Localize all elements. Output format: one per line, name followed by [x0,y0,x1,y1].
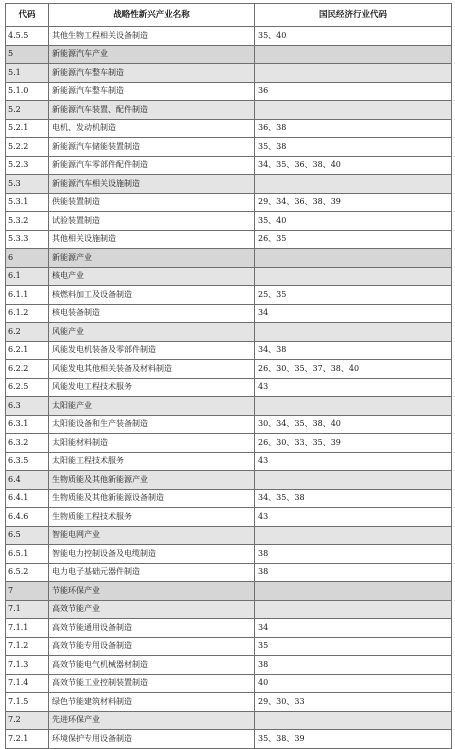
table-row [6,434,452,453]
row-name-cell: 太阳能设备和生产装备制造 [49,415,255,434]
table-row [6,489,452,508]
table-row [6,323,452,342]
row-name-cell: 其他相关设施制造 [49,230,255,249]
row-industry-code-cell: 38 [255,656,452,675]
row-code-cell: 5.3 [6,175,49,194]
row-industry-code-cell: 35、38 [255,138,452,157]
row-industry-code-cell [255,101,452,120]
row-name-cell: 智能电力控制设备及电缆制造 [49,545,255,564]
row-industry-code-cell: 43 [255,378,452,397]
row-industry-code-cell [255,45,452,64]
row-name-cell: 环境保护专用设备制造 [49,730,255,749]
row-name-cell: 绿色节能建筑材料制造 [49,693,255,712]
row-name-cell: 新能源汽车储能装置制造 [49,138,255,157]
table-row [6,64,452,83]
row-code-cell: 6.5 [6,526,49,545]
row-industry-code-cell: 29、34、36、38、39 [255,193,452,212]
row-code-cell: 7.2 [6,711,49,730]
row-name-cell: 新能源汽车零部件配件制造 [49,156,255,175]
row-code-cell: 5.2.3 [6,156,49,175]
row-code-cell: 6.4.6 [6,508,49,527]
table-row [6,193,452,212]
table-row [6,156,452,175]
row-industry-code-cell [255,711,452,730]
row-name-cell: 试验装置制造 [49,212,255,231]
row-industry-code-cell [255,175,452,194]
row-code-cell: 7 [6,582,49,601]
row-industry-code-cell [255,526,452,545]
row-name-cell: 节能环保产业 [49,582,255,601]
table-row [6,212,452,231]
row-industry-code-cell [255,600,452,619]
row-code-cell: 5.3.2 [6,212,49,231]
table-row [6,563,452,582]
row-name-cell: 新能源产业 [49,249,255,268]
row-code-cell: 5.3.3 [6,230,49,249]
row-code-cell: 6.3.2 [6,434,49,453]
row-industry-code-cell: 35、40 [255,212,452,231]
row-industry-code-cell: 36 [255,82,452,101]
row-code-cell: 6.2 [6,323,49,342]
table-row [6,286,452,305]
table-row [6,545,452,564]
row-code-cell: 6.2.5 [6,378,49,397]
table-row [6,230,452,249]
table-row [6,138,452,157]
table-row [6,341,452,360]
row-name-cell: 电机、发动机制造 [49,119,255,138]
row-code-cell: 5 [6,45,49,64]
table-row [6,378,452,397]
row-name-cell: 新能源汽车装置、配件制造 [49,101,255,120]
table-row [6,304,452,323]
row-industry-code-cell [255,249,452,268]
row-industry-code-cell: 34、38 [255,341,452,360]
row-name-cell: 太阳能材料制造 [49,434,255,453]
row-industry-code-cell: 29、30、33 [255,693,452,712]
table-row [6,711,452,730]
row-industry-code-cell: 36、38 [255,119,452,138]
table-row [6,415,452,434]
row-industry-code-cell [255,64,452,83]
row-name-cell: 核燃料加工及设备制造 [49,286,255,305]
row-code-cell: 7.1.4 [6,674,49,693]
row-name-cell: 新能源汽车整车制造 [49,64,255,83]
table-row [6,674,452,693]
row-industry-code-cell: 34 [255,304,452,323]
table-row [6,600,452,619]
table-row [6,82,452,101]
table-row [6,119,452,138]
row-code-cell: 6.3.5 [6,452,49,471]
row-code-cell: 6.5.2 [6,563,49,582]
row-code-cell: 6.3 [6,397,49,416]
row-code-cell: 6.4.1 [6,489,49,508]
row-industry-code-cell [255,397,452,416]
row-name-cell: 先进环保产业 [49,711,255,730]
row-industry-code-cell: 35 [255,637,452,656]
row-code-cell: 6.1.2 [6,304,49,323]
row-name-cell: 核电产业 [49,267,255,286]
table-row [6,582,452,601]
row-industry-code-cell: 40 [255,674,452,693]
row-industry-code-cell: 35、38、39 [255,730,452,749]
table-row [6,452,452,471]
row-industry-code-cell [255,323,452,342]
row-name-cell: 高效节能工业控制装置制造 [49,674,255,693]
table-row [6,471,452,490]
row-code-cell: 5.3.1 [6,193,49,212]
row-industry-code-cell [255,582,452,601]
table-row [6,45,452,64]
table-row [6,267,452,286]
table-row [6,101,452,120]
row-code-cell: 6.4 [6,471,49,490]
row-industry-code-cell: 34 [255,619,452,638]
row-industry-code-cell [255,267,452,286]
row-name-cell: 风能产业 [49,323,255,342]
row-code-cell: 6.2.2 [6,360,49,379]
row-name-cell: 电力电子基础元器件制造 [49,563,255,582]
row-industry-code-cell: 34、35、38 [255,489,452,508]
table-row [6,175,452,194]
table-row [6,656,452,675]
row-code-cell: 7.1.5 [6,693,49,712]
header-industry-name: 战略性新兴产业名称 [49,4,255,27]
row-name-cell: 高效节能通用设备制造 [49,619,255,638]
row-name-cell: 新能源汽车相关设施制造 [49,175,255,194]
table-row [6,508,452,527]
row-name-cell: 高效节能产业 [49,600,255,619]
row-code-cell: 5.1.0 [6,82,49,101]
row-industry-code-cell: 30、34、35、38、40 [255,415,452,434]
row-name-cell: 太阳能产业 [49,397,255,416]
table-row [6,526,452,545]
row-name-cell: 智能电网产业 [49,526,255,545]
row-industry-code-cell: 26、30、33、35、39 [255,434,452,453]
row-industry-code-cell: 26、30、35、37、38、40 [255,360,452,379]
row-industry-code-cell: 25、35 [255,286,452,305]
row-industry-code-cell: 43 [255,508,452,527]
header-code: 代码 [6,4,49,27]
row-name-cell: 风能发电工程技术服务 [49,378,255,397]
table-row [6,637,452,656]
row-code-cell: 6.3.1 [6,415,49,434]
row-name-cell: 新能源汽车整车制造 [49,82,255,101]
table-row [6,27,452,46]
row-industry-code-cell: 34、35、36、38、40 [255,156,452,175]
row-industry-code-cell: 43 [255,452,452,471]
industry-classification-table [5,3,452,749]
row-industry-code-cell: 35、40 [255,27,452,46]
row-name-cell: 风能发电机装备及零部件制造 [49,341,255,360]
table-row [6,249,452,268]
row-name-cell: 供能装置制造 [49,193,255,212]
row-name-cell: 生物质能工程技术服务 [49,508,255,527]
row-code-cell: 6.5.1 [6,545,49,564]
row-name-cell: 新能源汽车产业 [49,45,255,64]
row-industry-code-cell [255,471,452,490]
header-economic-code: 国民经济行业代码 [255,4,452,27]
row-code-cell: 7.1.1 [6,619,49,638]
table-body [6,27,452,749]
row-name-cell: 生物质能及其他新能源设备制造 [49,489,255,508]
row-code-cell: 6.1 [6,267,49,286]
row-code-cell: 5.2 [6,101,49,120]
row-code-cell: 7.2.1 [6,730,49,749]
row-code-cell: 4.5.5 [6,27,49,46]
row-code-cell: 5.2.1 [6,119,49,138]
row-name-cell: 其他生物工程相关设备制造 [49,27,255,46]
table-row [6,693,452,712]
table-header-row [6,4,452,27]
row-code-cell: 5.1 [6,64,49,83]
row-name-cell: 风能发电其他相关装备及材料制造 [49,360,255,379]
row-code-cell: 6 [6,249,49,268]
table-row [6,619,452,638]
row-name-cell: 太阳能工程技术服务 [49,452,255,471]
row-code-cell: 6.2.1 [6,341,49,360]
row-code-cell: 7.1.3 [6,656,49,675]
row-name-cell: 高效节能电气机械器材制造 [49,656,255,675]
row-code-cell: 5.2.2 [6,138,49,157]
row-code-cell: 7.1 [6,600,49,619]
row-name-cell: 高效节能专用设备制造 [49,637,255,656]
row-name-cell: 生物质能及其他新能源产业 [49,471,255,490]
table-row [6,360,452,379]
row-name-cell: 核电装备制造 [49,304,255,323]
row-code-cell: 6.1.1 [6,286,49,305]
row-industry-code-cell: 26、35 [255,230,452,249]
table-row [6,397,452,416]
row-industry-code-cell: 38 [255,563,452,582]
row-industry-code-cell: 38 [255,545,452,564]
row-code-cell: 7.1.2 [6,637,49,656]
